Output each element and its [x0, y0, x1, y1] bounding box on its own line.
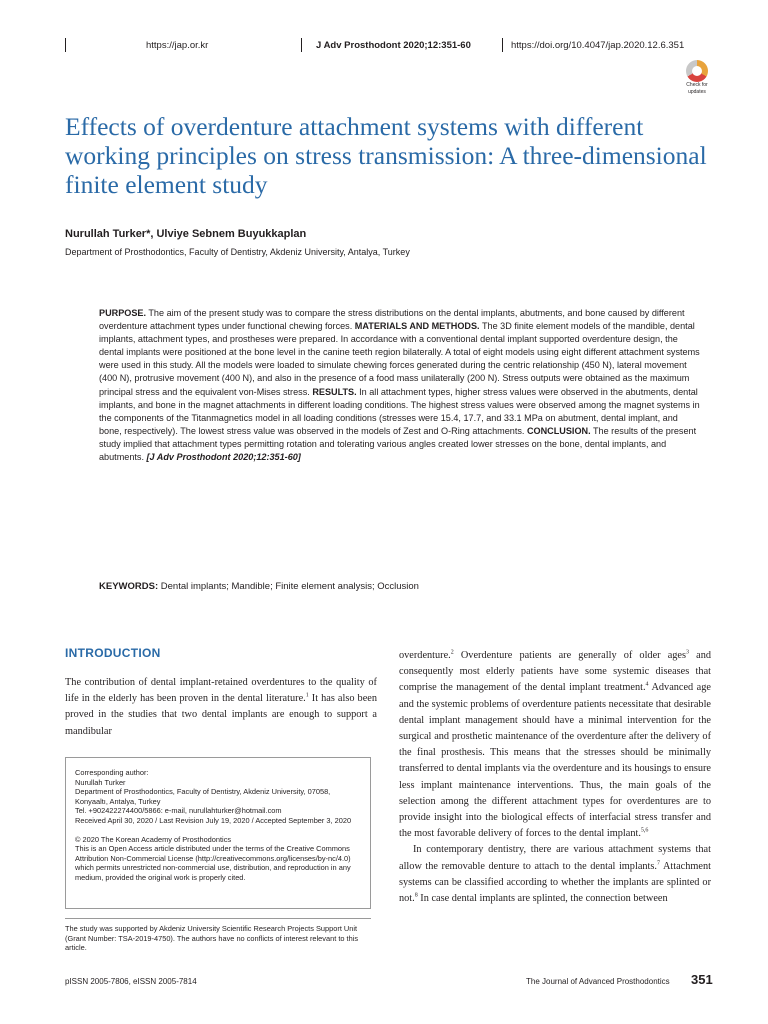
journal-citation: J Adv Prosthodont 2020;12:351-60 — [316, 40, 471, 51]
corr-dates: Received April 30, 2020 / Last Revision July 19, 2020 / Accepted September 3, 2020 — [75, 815, 352, 825]
journal-site-link[interactable]: https://jap.or.kr — [146, 40, 209, 51]
header-divider-mid — [301, 38, 302, 52]
corr-contact: Tel. +902422274400/5866: e-mail, nurullahturker@hotmail.com — [75, 806, 282, 816]
right-column-body — [399, 648, 711, 907]
badge-label-1: Check for — [686, 82, 708, 88]
correspondence-box — [65, 757, 371, 909]
funding-note: The study was supported by Akdeniz University Scientific Research Projects Support Unit (Grant Number: TSA-2019-4750). The authors have no conflicts of interest relevant to this article. — [65, 924, 359, 953]
badge-label-2: updates — [688, 88, 706, 95]
intro-paragraph-2: In contemporary dentistry, there are various attachment systems that allow the removable denture to attach to the dental implants.$^7$ Attachment systems can be classified according to whether the implants are splinted or not.$^8$ In case dental implants are splinted, the connection between — [399, 844, 711, 905]
abstract-citation: [J Adv Prosthodont 2020;12:351-60] — [146, 452, 301, 463]
left-column-body — [65, 675, 377, 740]
purpose-text: The aim of the present study was to compare the stress distributions on the dental implants, abutments, and bone caused by different overdenture attachment types under functional chewing forces. — [99, 308, 685, 332]
article-title: Effects of overdenture attachment systems with different working principles on stress transmission: A three-dimensional finite element study — [65, 112, 707, 199]
check-for-updates-badge[interactable] — [682, 60, 712, 96]
page-number: 351 — [691, 972, 713, 987]
methods-text: The 3D finite element models of the mandible, dental implants, attachment types, and prostheses were prepared. In accordance with a conventional dental implant supported overdenture design, the dental implants were positioned at the bone level in the canine teeth region bilaterally. A total of eight models using eight different attachment systems were used in this study. All the models were loaded to simulate chewing forces generated during the centric relationship (450 N), lateral movement (400 N), protrusive movement (400 N), and also in the presence of a food mass unilaterally (200 N). Stress outputs were obtained as the maximum principal stress and the equivalent von-Mises stress. — [99, 321, 700, 397]
abstract — [99, 307, 701, 464]
purpose-label: PURPOSE. — [99, 308, 146, 318]
ref-4[interactable]: 4 — [645, 681, 649, 688]
ref-5-6[interactable]: 5,6 — [640, 827, 649, 834]
issn: pISSN 2005-7806, eISSN 2005-7814 — [65, 977, 197, 986]
conclusion-text: The results of the present study implied that attachment types permitting rotation and tolerating various angles created lower stresses on the bone, dental implants, and abutments. — [99, 425, 697, 463]
intro-paragraph-1: The contribution of dental implant-retained overdentures to the quality of life in the elderly has been proven in the dental literature.$^1$ It has also been proved in the studies that two dental implants are enough to support a mandibular — [65, 677, 377, 737]
results-text: In all attachment types, higher stress values were observed in the abutments, dental implants, and bone in the magnet attachments in different loading conditions. The highest stress values were observed among the magnet systems in the components of the Titanmagnetics model in all loading conditions (stresses were 15.4, 17.7, and 33.1 MPa on abutment, dental implant, and bone, respectively). The lowest stress value was observed in the models of Zest and O-Ring attachments. — [99, 386, 700, 436]
corr-name: Nurullah Turker — [75, 777, 126, 787]
corr-address: Department of Prosthodontics, Faculty of Dentistry, Akdeniz University, 07058, Konyaaltı, Antalya, Turkey — [75, 787, 331, 806]
conclusion-label: CONCLUSION. — [526, 425, 591, 436]
license-text: This is an Open Access article distributed under the terms of the Creative Commons Attribution Non-Commercial License (http://creativecommons.org/licenses/by-nc/4.0) which permits unrestricted non-commercial use, distribution, and reproduction in any medium, provided the original work is properly cited. — [75, 844, 351, 882]
keywords — [99, 581, 419, 592]
ref-7[interactable]: 7 — [656, 860, 660, 867]
crossmark-icon — [686, 60, 708, 82]
header-divider-left — [65, 38, 66, 52]
author-list: Nurullah Turker*, Ulviye Sebnem Buyukkaplan — [65, 228, 307, 240]
keywords-text: Dental implants; Mandible; Finite element analysis; Occlusion — [160, 581, 419, 592]
ref-2[interactable]: 2 — [450, 649, 454, 656]
author-affiliation: Department of Prosthodontics, Faculty of Dentistry, Akdeniz University, Antalya, Turkey — [65, 247, 410, 257]
funding-divider — [65, 918, 371, 919]
methods-label: MATERIALS AND METHODS. — [354, 321, 480, 332]
header-divider-right — [502, 38, 503, 52]
ref-3[interactable]: 3 — [686, 649, 689, 656]
corr-label: Corresponding author: — [75, 768, 149, 777]
ref-8[interactable]: 8 — [414, 892, 418, 899]
results-label: RESULTS. — [312, 386, 357, 397]
introduction-heading: INTRODUCTION — [65, 646, 161, 660]
copyright: © 2020 The Korean Academy of Prosthodontics — [75, 834, 232, 844]
ref-1[interactable]: 1 — [305, 692, 309, 699]
intro-paragraph-1-cont: overdenture.$^2$ Overdenture patients are generally of older ages$^3$ and consequently most elderly patients have some systemic diseases that comprise the management of the dental implant treatment.$^4$ Advanced age and the systemic problems of overdenture patients necessitate that desirable dental implant management should have a minimal intervention for the surgical and prosthetic maintenance of the overdenture after the delivery of the final prosthesis. This means that the stresses should be minimally transferred to dental implants via the overdenture and its housings to ensure less implant maintenance interventions. Thus, the main goals of the selection among the different attachment types for overdentures are to provide insight into the biological effects of interfacial stress transfer and the most favorable delivery of forces to the dental implant.$^{5,6}$ — [399, 649, 711, 840]
doi-link[interactable]: https://doi.org/10.4047/jap.2020.12.6.351 — [511, 40, 685, 51]
keywords-label: KEYWORDS: — [99, 581, 159, 592]
footer-journal-name: The Journal of Advanced Prosthodontics — [526, 977, 670, 986]
